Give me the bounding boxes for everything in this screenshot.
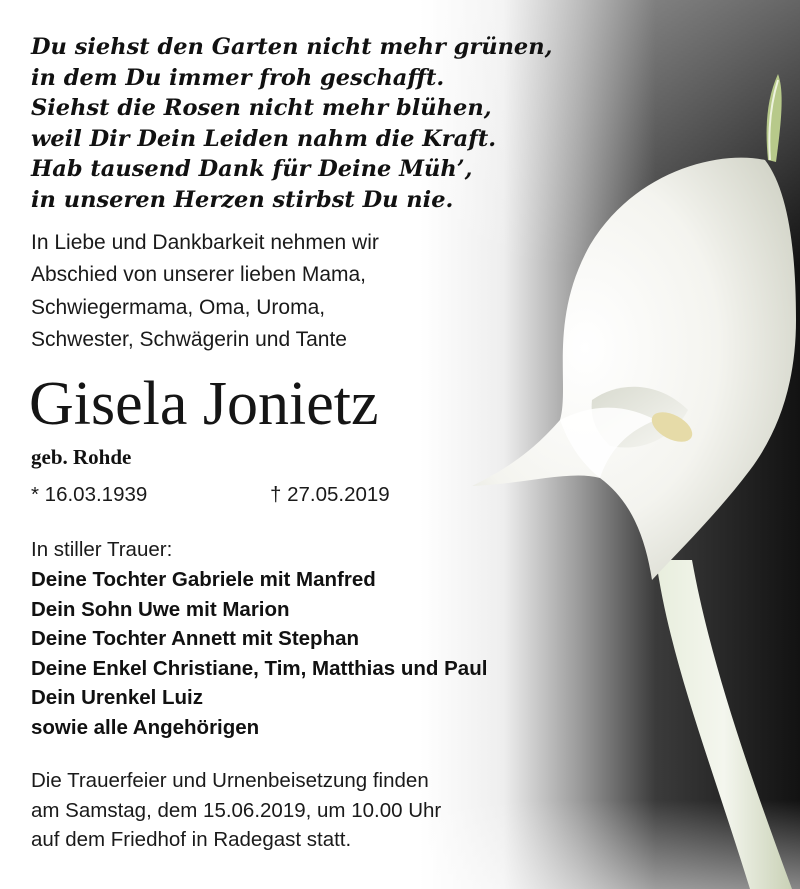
mourning-label: In stiller Trauer: xyxy=(31,538,173,561)
mourner: Dein Sohn Uwe mit Marion xyxy=(31,597,290,621)
mourner: sowie alle Angehörigen xyxy=(31,715,260,739)
mourners-list xyxy=(31,565,551,742)
poem-line: Hab tausend Dank für Deine Müh’, xyxy=(31,156,473,183)
ceremony-line: am Samstag, dem 15.06.2019, um 10.00 Uhr xyxy=(31,798,442,822)
farewell-line: Abschied von unserer lieben Mama, xyxy=(31,263,367,287)
deceased-name: Gisela Jonietz xyxy=(29,370,379,438)
birth-name: geb. Rohde xyxy=(31,445,132,469)
poem-line: weil Dir Dein Leiden nahm die Kraft. xyxy=(31,125,497,152)
poem xyxy=(31,32,571,216)
mourner: Deine Tochter Annett mit Stephan xyxy=(31,627,360,650)
ceremony-line: auf dem Friedhof in Radegast statt. xyxy=(31,828,352,851)
farewell-text xyxy=(31,227,501,357)
ceremony-line: Die Trauerfeier und Urnenbeisetzung finden xyxy=(31,769,429,792)
farewell-line: Schwiegermama, Oma, Uroma, xyxy=(31,295,326,319)
poem-line: in unseren Herzen stirbst Du nie. xyxy=(31,186,454,213)
mourner: Deine Tochter Gabriele mit Manfred xyxy=(31,568,376,591)
farewell-line: Schwester, Schwägerin und Tante xyxy=(31,328,347,352)
ceremony-info xyxy=(31,766,551,855)
mourner: Dein Urenkel Luiz xyxy=(31,686,204,709)
poem-line: Siehst die Rosen nicht mehr blühen, xyxy=(31,95,492,122)
poem-line: Du siehst den Garten nicht mehr grünen, xyxy=(31,34,553,60)
birth-date: * 16.03.1939 xyxy=(31,483,148,506)
farewell-line: In Liebe und Dankbarkeit nehmen wir xyxy=(31,231,379,254)
mourner: Deine Enkel Christiane, Tim, Matthias und Paul xyxy=(31,656,488,680)
death-date: † 27.05.2019 xyxy=(270,483,390,506)
poem-line: in dem Du immer froh geschafft. xyxy=(31,64,445,91)
